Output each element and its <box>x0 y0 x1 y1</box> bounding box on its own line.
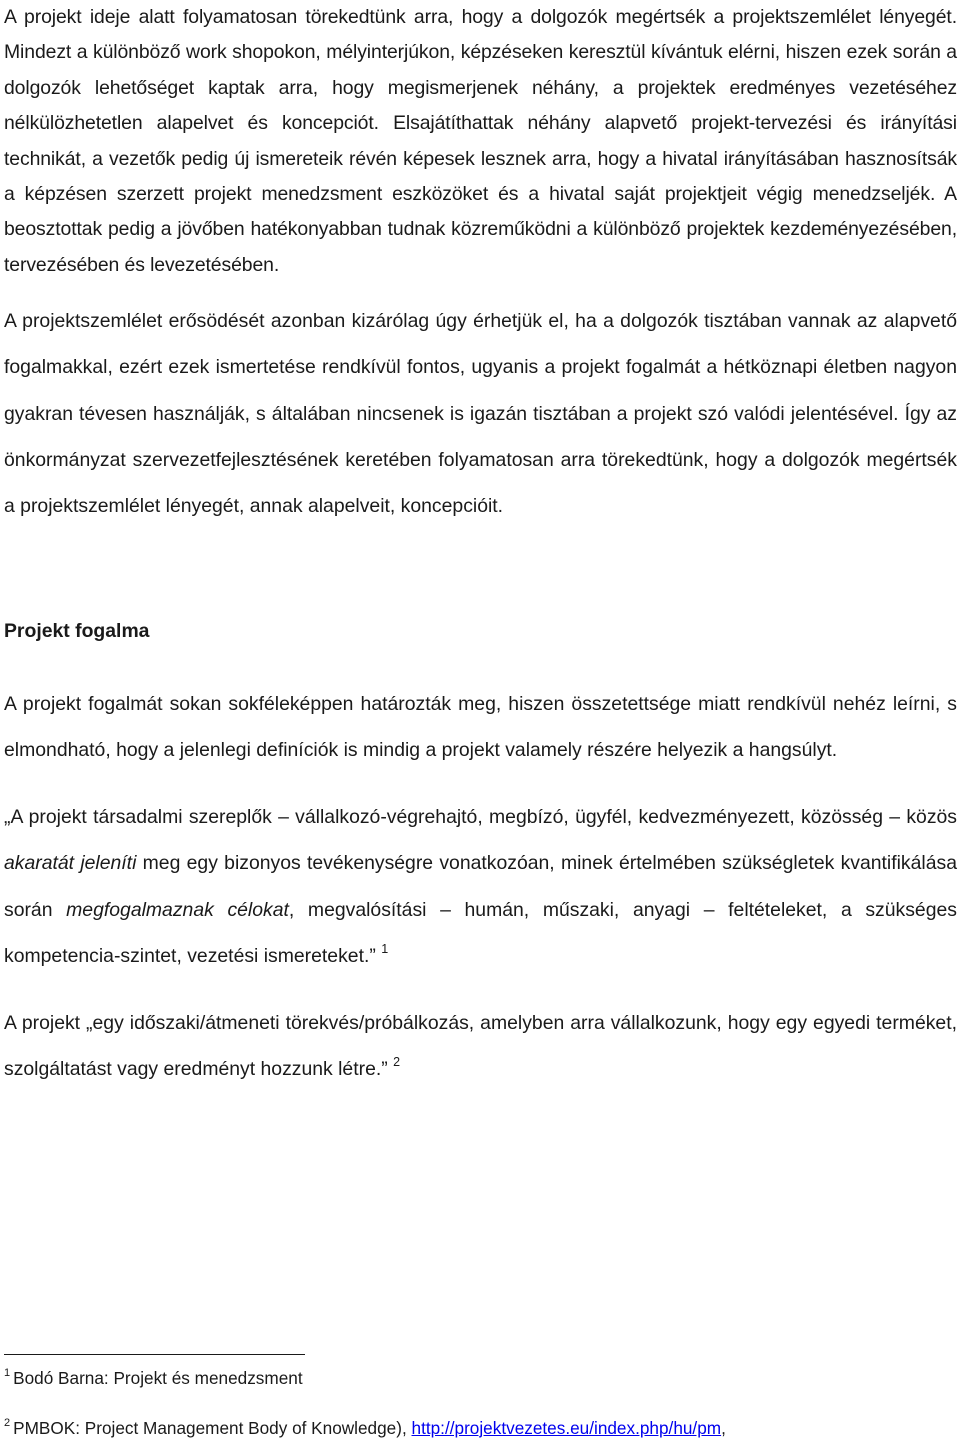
quote-1-text-c: , megvalósítási – humán, műszaki, anyagi – feltételeket, a szükséges kompetencia-szintet, vezetési ismereteket.” <box>4 898 957 967</box>
footnote-2 <box>4 1417 726 1439</box>
footnote-1-number: 1 <box>4 1367 11 1379</box>
footnote-1 <box>4 1367 303 1389</box>
footnote-separator <box>4 1354 305 1355</box>
paragraph-definitions-intro: A projekt fogalmát sokan sokféleképpen határozták meg, hiszen összetettsége miatt rendkívül nehéz leírni, s elmondható, hogy a jelenlegi definíciók is mindig a projekt valamely részére helyezik a hangsúlyt. <box>4 693 957 762</box>
paragraph-intro: A projekt ideje alatt folyamatosan törekedtünk arra, hogy a dolgozók megértsék a projektszemlélet lényegét. Mindezt a különböző work shopokon, mélyinterjúkon, képzéseken keresztül kívántuk elérni, hiszen ezek során a dolgozók lehetőséget kaptak arra, hogy megismerjenek néhány, a projektek eredményes vezetéséhez nélkülözhetetlen alapelvet és koncepciót. Elsajátíthattak néhány alapvető projekt-tervezési és irányítási technikát, a vezetők pedig új ismereteik révén képesek lesznek arra, hogy a hivatal irányításában hasznosítsák a képzésen szerzett projekt menedzsment eszközöket és a hivatal saját projektjeit végig menedzseljék. A beosztottak pedig a jövőben hatékonyabban tudnak közreműködni a különböző projektek kezdeményezésében, tervezésében és levezetésében. <box>4 6 957 276</box>
document-body <box>4 0 957 1092</box>
quote-definition-1 <box>4 794 957 979</box>
footnote-1-text: Bodó Barna: Projekt és menedzsment <box>13 1368 303 1388</box>
quote-1-text-a: „A projekt társadalmi szereplők – vállalkozó-végrehajtó, megbízó, ügyfél, kedvezményezett, közösség – közös <box>4 806 957 829</box>
footnote-ref-2[interactable]: 2 <box>393 1055 401 1070</box>
footnote-2-trailing: , <box>721 1418 726 1438</box>
footnote-ref-1[interactable]: 1 <box>381 941 389 956</box>
section-heading-projekt-fogalma: Projekt fogalma <box>4 620 150 643</box>
footnote-2-text: PMBOK: Project Management Body of Knowledge), <box>13 1418 412 1438</box>
footnote-2-link[interactable]: http://projektvezetes.eu/index.php/hu/pm <box>411 1418 722 1438</box>
footnote-2-number: 2 <box>4 1417 11 1429</box>
quote-1-emphasis-2: megfogalmaznak célokat <box>66 898 289 921</box>
quote-1-text-b: meg egy bizonyos tevékenységre vonatkozóan, minek értelmében szükségletek kvantifikálása során <box>4 852 957 921</box>
quote-1-emphasis-1: akaratát jeleníti <box>4 852 137 875</box>
quote-definition-2 <box>4 1000 957 1092</box>
paragraph-projektszemlelet: A projektszemlélet erősödését azonban kizárólag úgy érhetjük el, ha a dolgozók tisztában vannak az alapvető fogalmakkal, ezért ezek ismertetése rendkívül fontos, ugyanis a projekt fogalmát a hétköznapi életben nagyon gyakran tévesen használják, s általában nincsenek is igazán tisztában a projekt szó valódi jelentésével. Így az önkormányzat szervezetfejlesztésének keretében folyamatosan arra törekedtünk, hogy a dolgozók megértsék a projektszemlélet lényegét, annak alapelveit, koncepcióit. <box>4 310 957 518</box>
quote-2-text: A projekt „egy időszaki/átmeneti törekvés/próbálkozás, amelyben arra vállalkozunk, hogy egy egyedi terméket, szolgáltatást vagy eredményt hozzunk létre.” <box>4 1012 957 1081</box>
